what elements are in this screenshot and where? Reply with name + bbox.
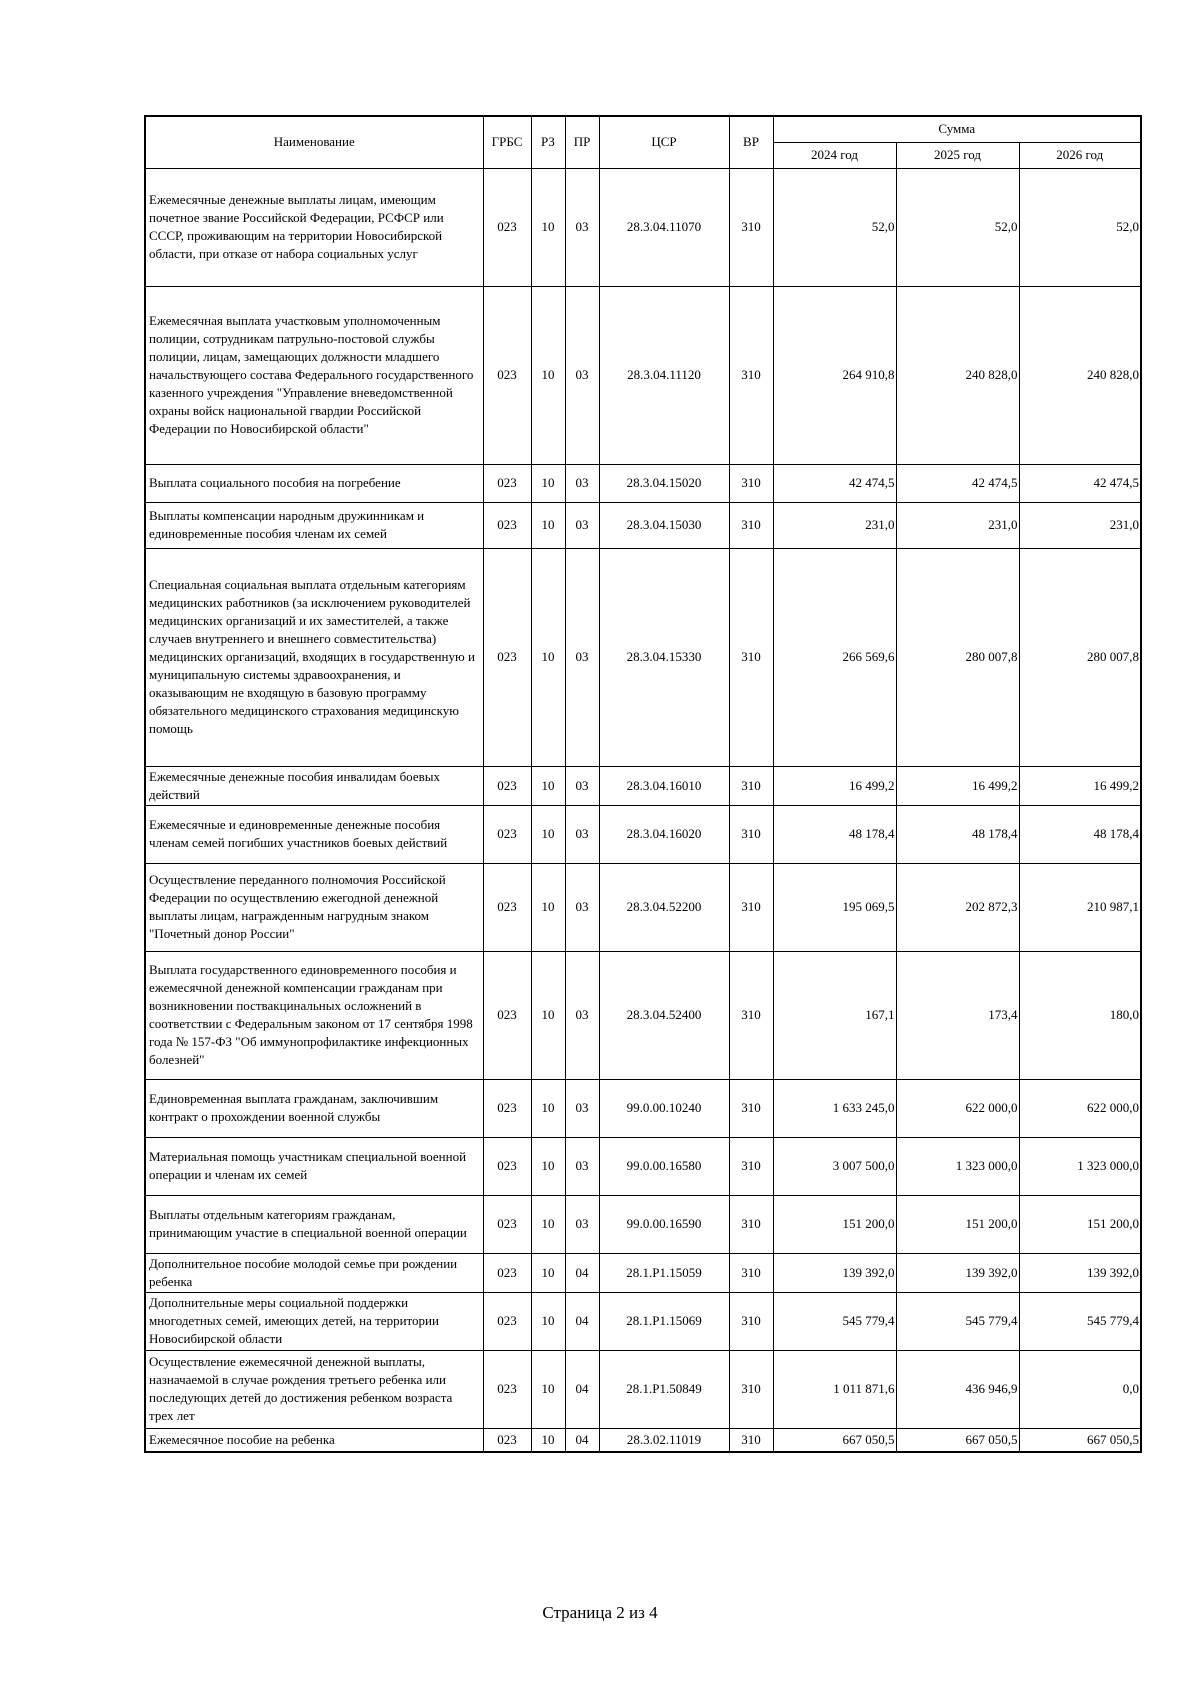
row-csr: 28.3.04.11070 <box>599 168 729 286</box>
row-vr: 310 <box>729 1428 773 1452</box>
row-pr: 03 <box>565 1195 599 1253</box>
row-sum-2025: 240 828,0 <box>896 286 1019 464</box>
row-sum-2024: 139 392,0 <box>773 1253 896 1292</box>
row-sum-2025: 52,0 <box>896 168 1019 286</box>
row-grbs: 023 <box>483 1428 531 1452</box>
row-pr: 04 <box>565 1428 599 1452</box>
row-sum-2026: 0,0 <box>1019 1350 1141 1428</box>
row-vr: 310 <box>729 805 773 863</box>
row-sum-2024: 16 499,2 <box>773 766 896 805</box>
row-grbs: 023 <box>483 863 531 951</box>
table-row <box>145 951 1141 1079</box>
row-csr: 28.3.04.11120 <box>599 286 729 464</box>
row-pr: 03 <box>565 1137 599 1195</box>
row-vr: 310 <box>729 1079 773 1137</box>
row-sum-2026: 280 007,8 <box>1019 548 1141 766</box>
row-sum-2026: 52,0 <box>1019 168 1141 286</box>
row-grbs: 023 <box>483 464 531 502</box>
row-pr: 04 <box>565 1350 599 1428</box>
row-csr: 99.0.00.16590 <box>599 1195 729 1253</box>
row-sum-2024: 231,0 <box>773 502 896 548</box>
row-sum-2025: 151 200,0 <box>896 1195 1019 1253</box>
row-name: Ежемесячная выплата участковым уполномоченным полиции, сотрудникам патрульно-постовой службы полиции, лицам, замещающих должности младшего начальствующего состава Федерального государственного казенного учреждения "Управление вневедомственной охраны войск национальной гвардии Российской Федерации по Новосибирской области" <box>145 286 483 464</box>
header-year-2026: 2026 год <box>1019 142 1141 168</box>
header-name: Наименование <box>145 116 483 168</box>
row-sum-2025: 42 474,5 <box>896 464 1019 502</box>
row-grbs: 023 <box>483 1079 531 1137</box>
row-sum-2026: 180,0 <box>1019 951 1141 1079</box>
row-sum-2025: 1 323 000,0 <box>896 1137 1019 1195</box>
row-vr: 310 <box>729 286 773 464</box>
row-name: Осуществление переданного полномочия Российской Федерации по осуществлению ежегодной денежной выплаты лицам, награжденным нагрудным знаком "Почетный донор России" <box>145 863 483 951</box>
row-pr: 03 <box>565 863 599 951</box>
row-name: Ежемесячное пособие на ребенка <box>145 1428 483 1452</box>
table-row <box>145 805 1141 863</box>
row-sum-2026: 545 779,4 <box>1019 1292 1141 1350</box>
table-row <box>145 1350 1141 1428</box>
row-csr: 28.3.04.15330 <box>599 548 729 766</box>
row-pr: 03 <box>565 805 599 863</box>
row-sum-2025: 280 007,8 <box>896 548 1019 766</box>
header-year-2025: 2025 год <box>896 142 1019 168</box>
row-csr: 28.3.04.52400 <box>599 951 729 1079</box>
row-sum-2024: 42 474,5 <box>773 464 896 502</box>
row-rz: 10 <box>531 766 565 805</box>
row-vr: 310 <box>729 464 773 502</box>
table-row <box>145 1137 1141 1195</box>
row-sum-2024: 1 011 871,6 <box>773 1350 896 1428</box>
row-name: Выплата социального пособия на погребение <box>145 464 483 502</box>
row-vr: 310 <box>729 502 773 548</box>
row-grbs: 023 <box>483 1253 531 1292</box>
header-csr: ЦСР <box>599 116 729 168</box>
row-sum-2025: 436 946,9 <box>896 1350 1019 1428</box>
row-sum-2025: 231,0 <box>896 502 1019 548</box>
row-sum-2024: 545 779,4 <box>773 1292 896 1350</box>
row-rz: 10 <box>531 1292 565 1350</box>
row-sum-2025: 173,4 <box>896 951 1019 1079</box>
table-row <box>145 1428 1141 1452</box>
header-pr: ПР <box>565 116 599 168</box>
row-csr: 28.3.04.16020 <box>599 805 729 863</box>
row-sum-2026: 16 499,2 <box>1019 766 1141 805</box>
row-vr: 310 <box>729 1137 773 1195</box>
row-sum-2025: 667 050,5 <box>896 1428 1019 1452</box>
row-sum-2025: 48 178,4 <box>896 805 1019 863</box>
row-csr: 99.0.00.16580 <box>599 1137 729 1195</box>
row-sum-2024: 266 569,6 <box>773 548 896 766</box>
row-sum-2024: 195 069,5 <box>773 863 896 951</box>
row-grbs: 023 <box>483 805 531 863</box>
row-sum-2026: 139 392,0 <box>1019 1253 1141 1292</box>
row-vr: 310 <box>729 1195 773 1253</box>
row-sum-2026: 1 323 000,0 <box>1019 1137 1141 1195</box>
row-name: Единовременная выплата гражданам, заключившим контракт о прохождении военной службы <box>145 1079 483 1137</box>
row-grbs: 023 <box>483 168 531 286</box>
table-body <box>145 168 1141 1452</box>
row-rz: 10 <box>531 1428 565 1452</box>
row-sum-2026: 151 200,0 <box>1019 1195 1141 1253</box>
row-name: Ежемесячные денежные выплаты лицам, имеющим почетное звание Российской Федерации, РСФСР или СССР, проживающим на территории Новосибирской области, при отказе от набора социальных услуг <box>145 168 483 286</box>
row-rz: 10 <box>531 548 565 766</box>
row-sum-2026: 240 828,0 <box>1019 286 1141 464</box>
row-rz: 10 <box>531 1195 565 1253</box>
row-csr: 28.1.Р1.50849 <box>599 1350 729 1428</box>
table-row <box>145 863 1141 951</box>
table-row <box>145 548 1141 766</box>
table-row <box>145 168 1141 286</box>
row-csr: 28.3.04.15030 <box>599 502 729 548</box>
row-name: Материальная помощь участникам специальной военной операции и членам их семей <box>145 1137 483 1195</box>
row-pr: 03 <box>565 464 599 502</box>
row-rz: 10 <box>531 502 565 548</box>
row-vr: 310 <box>729 1253 773 1292</box>
row-name: Выплаты отдельным категориям гражданам, принимающим участие в специальной военной операции <box>145 1195 483 1253</box>
table-row <box>145 286 1141 464</box>
row-grbs: 023 <box>483 286 531 464</box>
page-number: Страница 2 из 4 <box>542 1603 658 1622</box>
row-sum-2024: 264 910,8 <box>773 286 896 464</box>
header-vr: ВР <box>729 116 773 168</box>
row-vr: 310 <box>729 548 773 766</box>
row-vr: 310 <box>729 168 773 286</box>
row-rz: 10 <box>531 464 565 502</box>
table-row <box>145 766 1141 805</box>
row-sum-2025: 622 000,0 <box>896 1079 1019 1137</box>
row-pr: 03 <box>565 766 599 805</box>
row-csr: 28.1.Р1.15059 <box>599 1253 729 1292</box>
row-name: Выплата государственного единовременного пособия и ежемесячной денежной компенсации гражданам при возникновении поствакцинальных осложнений в соответствии с Федеральным законом от 17 сентября 1998 года № 157-ФЗ "Об иммунопрофилактике инфекционных болезней" <box>145 951 483 1079</box>
row-rz: 10 <box>531 1137 565 1195</box>
row-sum-2026: 210 987,1 <box>1019 863 1141 951</box>
row-csr: 99.0.00.10240 <box>599 1079 729 1137</box>
row-rz: 10 <box>531 168 565 286</box>
row-vr: 310 <box>729 1350 773 1428</box>
row-csr: 28.3.04.16010 <box>599 766 729 805</box>
row-pr: 03 <box>565 168 599 286</box>
row-sum-2024: 48 178,4 <box>773 805 896 863</box>
budget-table <box>144 115 1142 1453</box>
row-pr: 03 <box>565 286 599 464</box>
row-name: Выплаты компенсации народным дружинникам и единовременные пособия членам их семей <box>145 502 483 548</box>
table-row <box>145 1292 1141 1350</box>
row-sum-2024: 151 200,0 <box>773 1195 896 1253</box>
row-name: Осуществление ежемесячной денежной выплаты, назначаемой в случае рождения третьего ребенка или последующих детей до достижения ребенком возраста трех лет <box>145 1350 483 1428</box>
row-sum-2026: 231,0 <box>1019 502 1141 548</box>
row-grbs: 023 <box>483 548 531 766</box>
row-name: Дополнительное пособие молодой семье при рождении ребенка <box>145 1253 483 1292</box>
table-row <box>145 464 1141 502</box>
row-rz: 10 <box>531 951 565 1079</box>
table-row <box>145 1253 1141 1292</box>
row-grbs: 023 <box>483 1137 531 1195</box>
row-sum-2024: 3 007 500,0 <box>773 1137 896 1195</box>
header-row-top <box>145 116 1141 142</box>
row-vr: 310 <box>729 1292 773 1350</box>
row-pr: 03 <box>565 548 599 766</box>
header-rz: РЗ <box>531 116 565 168</box>
row-sum-2025: 139 392,0 <box>896 1253 1019 1292</box>
row-sum-2026: 42 474,5 <box>1019 464 1141 502</box>
row-rz: 10 <box>531 286 565 464</box>
header-grbs: ГРБС <box>483 116 531 168</box>
row-name: Ежемесячные и единовременные денежные пособия членам семей погибших участников боевых действий <box>145 805 483 863</box>
row-csr: 28.1.Р1.15069 <box>599 1292 729 1350</box>
row-name: Ежемесячные денежные пособия инвалидам боевых действий <box>145 766 483 805</box>
row-sum-2024: 667 050,5 <box>773 1428 896 1452</box>
row-pr: 03 <box>565 1079 599 1137</box>
table-row <box>145 1079 1141 1137</box>
row-pr: 03 <box>565 951 599 1079</box>
row-rz: 10 <box>531 1350 565 1428</box>
row-rz: 10 <box>531 1079 565 1137</box>
row-rz: 10 <box>531 1253 565 1292</box>
row-rz: 10 <box>531 805 565 863</box>
row-vr: 310 <box>729 766 773 805</box>
row-rz: 10 <box>531 863 565 951</box>
row-grbs: 023 <box>483 1195 531 1253</box>
row-csr: 28.3.04.15020 <box>599 464 729 502</box>
row-pr: 03 <box>565 502 599 548</box>
header-sum: Сумма <box>773 116 1141 142</box>
row-sum-2026: 622 000,0 <box>1019 1079 1141 1137</box>
row-vr: 310 <box>729 951 773 1079</box>
row-vr: 310 <box>729 863 773 951</box>
row-sum-2026: 667 050,5 <box>1019 1428 1141 1452</box>
row-sum-2026: 48 178,4 <box>1019 805 1141 863</box>
row-grbs: 023 <box>483 502 531 548</box>
row-pr: 04 <box>565 1292 599 1350</box>
row-grbs: 023 <box>483 951 531 1079</box>
row-sum-2025: 16 499,2 <box>896 766 1019 805</box>
row-name: Специальная социальная выплата отдельным категориям медицинских работников (за исключением руководителей медицинских организаций и их заместителей, а также случаев внутреннего и внешнего совместительства) медицинских организаций, входящих в государственную и муниципальную системы здравоохранения, и оказывающим не входящую в базовую программу обязательного медицинского страхования медицинскую помощь <box>145 548 483 766</box>
row-grbs: 023 <box>483 1292 531 1350</box>
row-sum-2024: 1 633 245,0 <box>773 1079 896 1137</box>
row-sum-2024: 167,1 <box>773 951 896 1079</box>
header-year-2024: 2024 год <box>773 142 896 168</box>
row-sum-2025: 202 872,3 <box>896 863 1019 951</box>
row-grbs: 023 <box>483 1350 531 1428</box>
row-pr: 04 <box>565 1253 599 1292</box>
table-row <box>145 502 1141 548</box>
row-name: Дополнительные меры социальной поддержки многодетных семей, имеющих детей, на территории Новосибирской области <box>145 1292 483 1350</box>
row-grbs: 023 <box>483 766 531 805</box>
row-csr: 28.3.02.11019 <box>599 1428 729 1452</box>
table-row <box>145 1195 1141 1253</box>
row-sum-2025: 545 779,4 <box>896 1292 1019 1350</box>
row-sum-2024: 52,0 <box>773 168 896 286</box>
row-csr: 28.3.04.52200 <box>599 863 729 951</box>
